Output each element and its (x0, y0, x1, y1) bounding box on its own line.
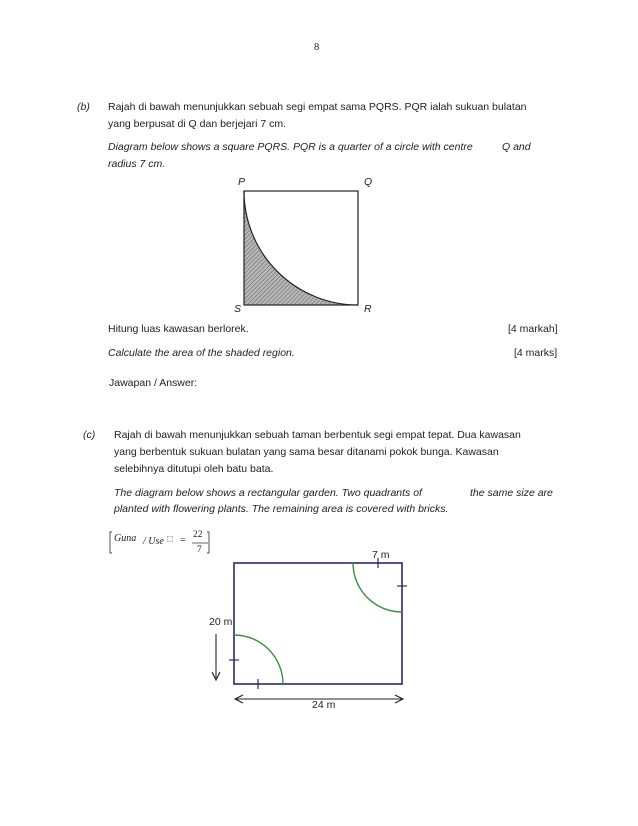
instruction-malay: Hitung luas kawasan berlorek. (108, 323, 249, 335)
label-s: S (234, 303, 242, 315)
part-c-english-line1: The diagram below shows a rectangular garden. Two quadrants of (114, 487, 422, 499)
part-b-malay-line1: Rajah di bawah menunjukkan sebuah segi empat sama PQRS. PQR ialah sukuan bulatan (108, 101, 527, 113)
pi-symbol-box: □ (167, 534, 174, 545)
pi-denominator: 7 (197, 545, 202, 555)
pi-bracket-right (207, 532, 209, 553)
part-c-malay-line3: selebihnya ditutupi oleh batu bata. (114, 463, 274, 475)
part-c-english-line1-tail: the same size are (470, 487, 553, 499)
square-pqrs-diagram (244, 191, 358, 305)
dim-height: 20 m (209, 616, 233, 628)
part-b-label: (b) (77, 101, 90, 113)
garden-rectangle (234, 563, 402, 684)
part-c-malay-line2: yang berbentuk sukuan bulatan yang sama besar ditanami pokok bunga. Kawasan (114, 446, 499, 458)
answer-label: Jawapan / Answer: (109, 377, 198, 389)
dim-radius: 7 m (372, 549, 390, 561)
pi-guna: Guna (114, 533, 137, 544)
label-q: Q (364, 176, 373, 188)
pi-equals: = (180, 535, 186, 546)
part-c-malay-line1: Rajah di bawah menunjukkan sebuah taman berbentuk segi empat tepat. Dua kawasan (114, 429, 521, 441)
marks-malay: [4 markah] (508, 323, 558, 335)
label-p: P (238, 176, 246, 188)
part-b-malay-line2: yang berpusat di Q dan berjejari 7 cm. (108, 118, 287, 130)
garden-diagram (110, 532, 407, 703)
part-b-english-line2: radius 7 cm. (108, 158, 166, 170)
dim-width: 24 m (312, 699, 336, 711)
pi-numerator: 22 (193, 530, 203, 540)
shaded-region (244, 191, 358, 305)
label-r: R (364, 303, 372, 315)
pi-use: / Use (143, 536, 164, 547)
part-c-label: (c) (83, 429, 96, 441)
part-c-english-line2: planted with flowering plants. The remaining area is covered with bricks. (114, 503, 449, 515)
quadrant-bottom-left (234, 635, 283, 684)
pi-bracket-left (110, 532, 112, 553)
part-b-english-line1-tail: Q and (502, 141, 531, 153)
instruction-english: Calculate the area of the shaded region. (108, 347, 295, 359)
part-b-english-line1: Diagram below shows a square PQRS. PQR is a quarter of a circle with centre (108, 141, 473, 153)
page-number: 8 (314, 42, 320, 53)
quadrant-top-right (353, 563, 402, 612)
marks-english: [4 marks] (514, 347, 558, 359)
